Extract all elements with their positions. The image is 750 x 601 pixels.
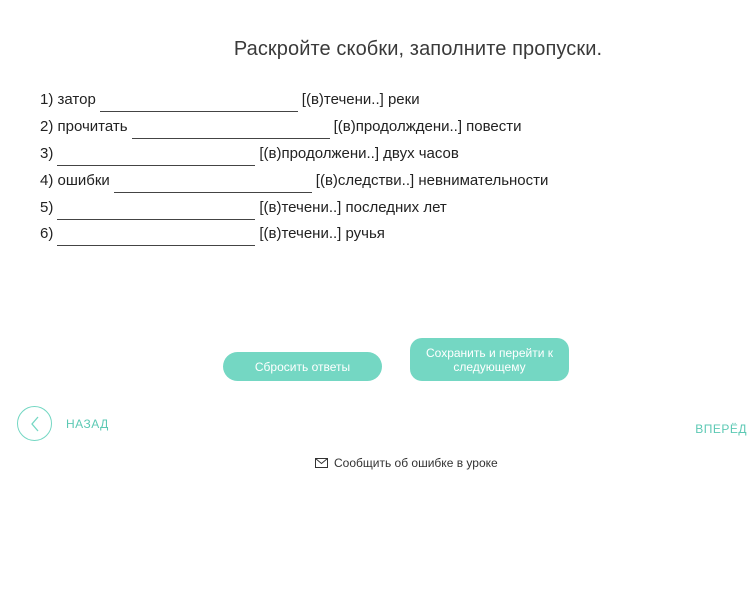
item-prefix: 1) затор xyxy=(40,91,96,108)
back-button[interactable] xyxy=(17,406,109,441)
item-suffix: [(в)продолждени..] повести xyxy=(333,118,522,135)
answer-input-6[interactable] xyxy=(57,225,255,246)
answer-input-5[interactable] xyxy=(57,199,255,220)
exercise-item-2 xyxy=(40,115,522,139)
item-prefix: 2) прочитать xyxy=(40,118,128,135)
forward-button[interactable] xyxy=(695,420,747,438)
back-label[interactable]: НАЗАД xyxy=(66,416,109,431)
exercise-item-4 xyxy=(40,169,548,193)
back-circle[interactable] xyxy=(17,406,52,441)
item-prefix: 6) xyxy=(40,225,54,242)
exercise-item-5 xyxy=(40,196,447,220)
item-suffix: [(в)следстви..] невнимательности xyxy=(315,172,549,189)
exercise-item-6 xyxy=(40,222,385,246)
item-prefix: 5) xyxy=(40,199,54,216)
chevron-left-icon xyxy=(29,415,41,433)
item-suffix: [(в)течени..] ручья xyxy=(259,225,385,242)
exercise-item-3 xyxy=(40,142,459,166)
reset-answers-button[interactable]: Сбросить ответы xyxy=(223,352,382,381)
answer-input-4[interactable] xyxy=(114,172,312,193)
page-title: Раскройте скобки, заполните пропуски. xyxy=(233,38,603,60)
answer-input-3[interactable] xyxy=(57,145,255,166)
report-error-link[interactable] xyxy=(315,456,498,470)
exercise-item-1 xyxy=(40,88,420,112)
report-error-label[interactable]: Сообщить об ошибке в уроке xyxy=(334,456,498,470)
item-suffix: [(в)продолжени..] двух часов xyxy=(259,145,459,162)
mail-icon xyxy=(315,458,328,468)
item-suffix: [(в)течени..] последних лет xyxy=(259,199,447,216)
item-prefix: 4) ошибки xyxy=(40,172,110,189)
item-prefix: 3) xyxy=(40,145,54,162)
item-suffix: [(в)течени..] реки xyxy=(301,91,420,108)
answer-input-2[interactable] xyxy=(132,118,330,139)
save-and-next-button[interactable]: Сохранить и перейти к следующему xyxy=(410,338,569,381)
forward-label[interactable]: ВПЕРЁД xyxy=(695,422,747,436)
answer-input-1[interactable] xyxy=(100,91,298,112)
